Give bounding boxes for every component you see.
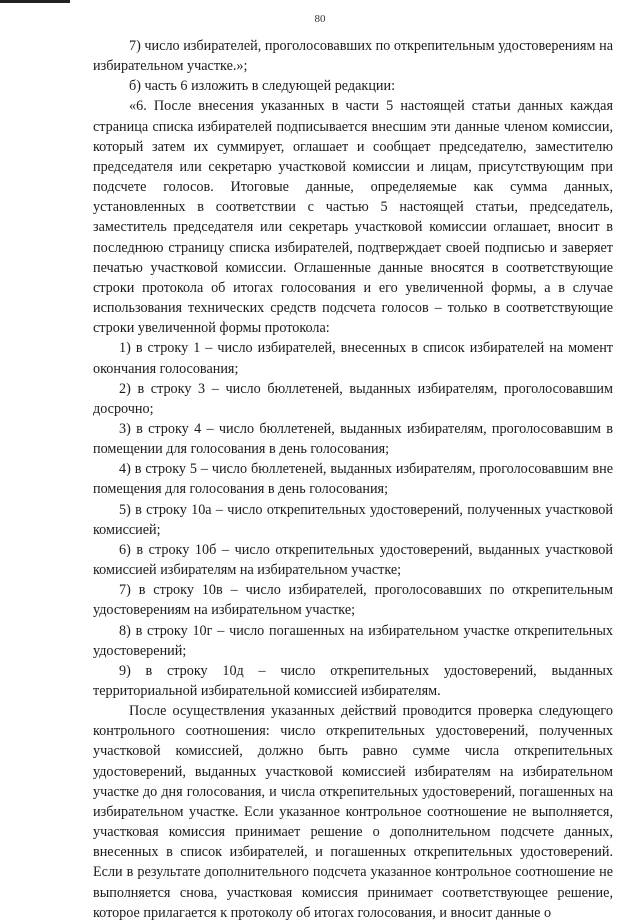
list-item-6: 6) в строку 10б – число открепительных удостоверений, выданных участковой комиссией избирателям на избирательном участке; <box>93 541 613 579</box>
paragraph-item-7-end: 7) число избирателей, проголосовавших по открепительным удостоверениям на избирательном участке.»; <box>93 38 613 75</box>
paragraph-amendment-b: б) часть 6 изложить в следующей редакции: <box>129 78 396 95</box>
paragraph-control-check: После осуществления указанных действий проводится проверка следующего контрольного соотношения: число открепительных удостоверений, полученных участковой комиссией, должно быть равно сумме числа открепительных удостоверений, выданных участковой комиссией избирателям на избирательном участке до дня голосования, и числа открепительных удостоверений, погашенных на избирательном участке. Если указанное контрольное соотношение не выполняется, участковая комиссия принимает решение о дополнительном подсчете данных, внесенных в список избирателей, и погашенных открепительных удостоверений. Если в результате дополнительного подсчета указанное контрольное соотношение не выполняется снова, участковая комиссия принимает соответствующее решение, которое прилагается к протоколу об итогах голосования, и вносит данные о <box>93 703 613 921</box>
page-number: 80 <box>314 13 326 25</box>
list-item-5: 5) в строку 10а – число открепительных удостоверений, полученных участковой комиссией; <box>93 501 613 538</box>
list-item-9: 9) в строку 10д – число открепительных удостоверений, выданных территориальной избирательной комиссией избирателям. <box>93 662 613 699</box>
document-body <box>93 36 613 923</box>
list-item-2: 2) в строку 3 – число бюллетеней, выданных избирателям, проголосовавшим досрочно; <box>93 380 613 417</box>
list-item-8: 8) в строку 10г – число погашенных на избирательном участке открепительных удостоверений; <box>93 622 613 659</box>
list-item-1: 1) в строку 1 – число избирателей, внесенных в список избирателей на момент окончания голосования; <box>93 340 613 377</box>
paragraph-part-6: «6. После внесения указанных в части 5 настоящей статьи данных каждая страница списка избирателей подписывается внесшим эти данные членом комиссии, который затем их суммирует, оглашает и сообщает председателю, заместителю председателя или секретарю участковой комиссии и лицам, присутствующим при подсчете голосов. Итоговые данные, определяемые как сумма данных, установленных в соответствии с частью 5 настоящей статьи, председатель, заместитель председателя или секретарь участковой комиссии оглашает, вносит в последнюю страницу списка избирателей, подтверждает своей подписью и заверяет печатью участковой комиссии. Оглашенные данные вносятся в соответствующие строки протокола об итогах голосования и его увеличенной формы, а в случае использования технических средств подсчета голосов – только в соответствующие строки увеличенной формы протокола: <box>93 98 613 337</box>
scan-edge-mark <box>0 0 70 3</box>
list-item-3: 3) в строку 4 – число бюллетеней, выданных избирателям, проголосовавшим в помещении для голосования в день голосования; <box>93 420 613 458</box>
list-item-4: 4) в строку 5 – число бюллетеней, выданных избирателям, проголосовавшим вне помещения для голосования в день голосования; <box>93 461 613 498</box>
list-item-7: 7) в строку 10в – число избирателей, проголосовавших по открепительным удостоверениям на избирательном участке; <box>93 582 613 619</box>
